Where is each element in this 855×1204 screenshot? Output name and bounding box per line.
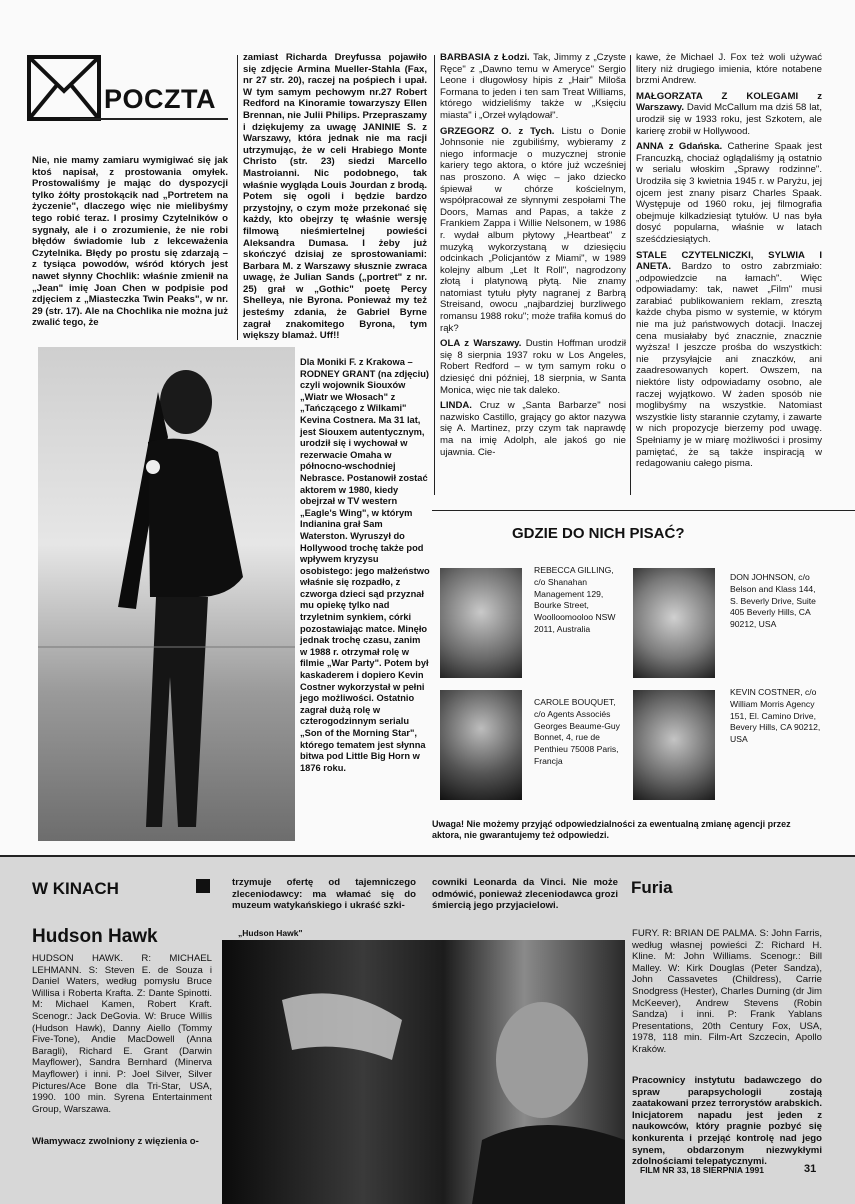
contacts-note: Uwaga! Nie możemy przyjąć odpowiedzialności za ewentualną zmianę agencji przez aktora, nie gwarantujemy też odpowiedzi. xyxy=(432,819,791,840)
divider xyxy=(432,510,855,511)
rebecca-gilling-photo xyxy=(440,568,522,678)
don-johnson-photo xyxy=(633,568,715,678)
hudson-hawk-photo xyxy=(222,940,625,1204)
section-title: POCZTA xyxy=(104,84,216,114)
divider xyxy=(70,118,228,120)
kevin-costner-photo xyxy=(633,690,715,800)
issue-info: FILM NR 33, 18 SIERPNIA 1991 xyxy=(640,1165,764,1175)
letter-item: BARBASIA z Łodzi. Tak, Jimmy z „Czyste Ręce" z „Dawno temu w Ameryce" Sergio Leone i długowłosy hipis z „Hair" Miloša Formana to jeden i ten sam Treat Williams, którego widzieliśmy także w „Księciu miasta" i „Orzeł wylądował". xyxy=(440,52,626,121)
contacts-title: GDZIE DO NICH PISAĆ? xyxy=(512,525,685,542)
page-number: 31 xyxy=(804,1163,817,1175)
letter-item: kawe, że Michael J. Fox też woli używać litery niż drugiego imienia, które notabene brzmi Andrew. xyxy=(636,52,822,87)
fury-lead: Pracownicy instytutu badawczego do spraw parapsychologii zostają zaatakowani przez terrorystów arabskich. Inicjatorem napadu jest jeden z naukowców, który pragnie pozbyć się konkurenta i przejąć kontrolę nad jego synem, obdarzonym niezwykłymi zdolnościami telepatycznymi. xyxy=(632,1075,822,1168)
letters-column-2 xyxy=(636,52,822,474)
corrections-text: zamiast Richarda Dreyfussa pojawiło się zdjęcie Armina Mueller-Stahla (Fax, nr 27 str. 20), raczej na pośpiech i upał. W tym samym pechowym nr.27 Robert Redford na Kinoramie towarzyszy Ellen Brennan, nie Julii Philips. Przepraszamy i dziękujemy za uwagę JANINIE S. z Warszawy, która jednak nie ma racji utrzymując, że w celi Hrabiego Monte Christo (str. 23) siedzi Marcello Mastroianni. Nic podobnego, tak właśnie wygląda Louis Jourdan z brodą. Potem się ogoli i będzie bardzo przystojny, o czym może przekonać się każdy, kto obejrzy tę właśnie wersję filmową nieśmiertelnej powieści Aleksandra Dumasa. I żeby już skończyć dzisiaj ze sprostowaniami: Barbara M. z Warszawy słusznie zwraca uwagę, że Julian Sands („portret" z nr. 25) grał w „Gothic" poetę Percy Shelleya, nie Byrona. Ponieważ my też jesteśmy zdania, że Gabriel Byrne zagrał znakomitego Byrona, tym większy blamaż. Uff!! xyxy=(243,52,427,342)
hudson-hawk-title: Hudson Hawk xyxy=(32,926,158,947)
intro-text: Nie, nie mamy zamiaru wymigiwać się jak ktoś napisał, z prostowania omyłek. Prostowaliśmy je mając do dyspozycji tylko żółty prostokącik nad „Portretem na życzenie", dlaczego więc nie mielibyśmy tego robić teraz. I prosimy Czytelników o sygnały, ale i o zrozumienie, że nie robi błędów świadomie lub z lekceważenia Czytelnika. Błędy po prostu się zdarzają – z tysiąca powodów, wśród których jest nawet słynny Chochlik: właśnie zmienił na „Jean" imię Joan Chen w podpisie pod zdjęciem z „Miasteczka Twin Peaks", w nr. 29 (str. 17). Ale na Chochlika nie można już zwalić tego, że xyxy=(32,155,228,329)
letters-column-1 xyxy=(440,52,626,462)
contact-don-johnson: DON JOHNSON, c/o Belson and Klass 144, S. Beverly Drive, Suite 405 Beverly Hills, CA 90212, USA xyxy=(730,572,816,630)
divider xyxy=(0,855,855,857)
hudson-hawk-photo-caption: „Hudson Hawk" xyxy=(238,928,303,938)
hudson-hawk-lead-part2: trzymuje ofertę od tajemniczego zleceniodawcy: ma włamać się do muzeum watykańskiego i ukraść szki- xyxy=(232,877,416,912)
hudson-hawk-lead-part3: cowniki Leonarda da Vinci. Nie może odmówić, ponieważ zleceniodawca grozi śmiercią jego przyjacielowi. xyxy=(432,877,618,912)
rodney-grant-caption: Dla Moniki F. z Krakowa – RODNEY GRANT (na zdjęciu) czyli wojownik Siouxów „Wiatr we Włosach" z „Tańczącego z Wilkami" Kevina Costnera. Ma 31 lat, jest Siouxem autentycznym, urodził się i wychował w rezerwacie Omaha w północno-wschodniej Nebrasce. Postanowił zostać aktorem w 1980, kiedy obejrzał w TV western „Eagle's Wing", w którym Indianina grał Sam Waterston. Wyruszył do Hollywood trochę także pod wpływem kryzysu osobistego: jego małżeństwo właśnie się rozpadło, z czworga dzieci sąd przyznał mu opiekę tylko nad trzyletnim synkiem, córki pozostawiając matce. Minęło jednak trochę czasu, zanim w 1988 r. otrzymał rolę w filmie „War Party". Potem był kaskaderem i dopiero Kevin Costner wykorzystał w pełni jego możliwości. Ostatnio zagrał dużą rolę w czterogodzinnym serialu „Son of the Morning Star", którego tematem jest słynna bitwa pod Little Big Horn w 1876 roku. xyxy=(300,357,430,773)
letter-item: MAŁGORZATA Z KOLEGAMI z Warszawy. David McCallum ma dziś 58 lat, urodził się w 1933 roku, jest Szkotem, ale karierę zrobił w Hollywood. xyxy=(636,90,822,137)
letter-item: OLA z Warszawy. Dustin Hoffman urodził się 8 sierpnia 1937 roku w Los Angeles, Robert Redford – w tym samym roku o dziesięć dni później, 18 sierpnia, w Santa Monica, więc nie tak daleko. xyxy=(440,338,626,396)
letter-item: GRZEGORZ O. z Tych. Listu o Donie Johnsonie nie zgubiliśmy, wybieramy z niego informacje o muzycznej stronie kariery tego aktora, o które już wcześniej nas proszono. A więc – jako dziecko śpiewał w chórze kościelnym, współpracował ze słynnymi zespołami The Doors, Mamas and Papas, a także z Frankiem Zappa i Willie Nelsonem, w 1986 r. wydał album płytowy „Heartbeat" z muzyką wykorzystaną w dziesięciu odcinkach „Policjantów z Miami", w 1989 kolejny album „Let It Roll", nagrodzony złotą i platynową płytą. Nie znamy natomiast tytułu płyty nagranej z Barbrą Streisand, owocu „najbardziej burzliwego romansu 1988 roku"; może trafiła komuś do rąk? xyxy=(440,125,626,334)
divider xyxy=(630,55,631,495)
in-cinemas-heading: W KINACH xyxy=(32,879,119,898)
letter-item: LINDA. Cruz w „Santa Barbarze" nosi nazwisko Castillo, grający go aktor nazywa się A. Martinez, przy czym tak naprawdę ma na imię Adolph, ale jakoś go nie ujawnia. Cie- xyxy=(440,400,626,458)
divider xyxy=(434,55,435,495)
divider xyxy=(237,55,238,340)
rodney-grant-photo xyxy=(38,347,295,841)
letter-item: ANNA z Gdańska. Catherine Spaak jest Francuzką, chociaż oglądaliśmy ją ostatnio w serialu włoskim „Sprawy rodzinne". Urodziła się 3 kwietnia 1945 r. w Paryżu, jej ojcem jest znany pisarz Charles Spaak. Występuje od 1960 roku, jej filmografia obejmuje kilkadziesiąt tytułów. U nas była dosyć popularna, właśnie w latach sześćdziesiątych. xyxy=(636,141,822,245)
contact-rebecca-gilling: REBECCA GILLING, c/o Shanahan Management 129, Bourke Street, Woolloomooloo NSW 2011, Australia xyxy=(534,565,616,634)
fury-credits: FURY. R: BRIAN DE PALMA. S: John Farris, według własnej powieści Z: Richard H. Kline. M: John Williams. Scenogr.: Bill Malley. W: Kirk Douglas (Peter Sandza), John Cassavetes (Childress), Carrie Snodgress (Hester), Charles Durning (dr Jim McKeever), Andrew Stevens (Robin Sandza) i inni. P: Frank Yablans Presentations, 20th Century Fox, USA, 1978, 118 min. Film-Art Szczecin, Apollo Kraków. xyxy=(632,928,822,1055)
contact-kevin-costner: KEVIN COSTNER, c/o William Morris Agency 151, El. Camino Drive, Bevery Hills, CA 90212, USA xyxy=(730,687,821,745)
hudson-hawk-credits: HUDSON HAWK. R: MICHAEL LEHMANN. S: Steven E. de Souza i Daniel Waters, według pomysłu Bruce Willisa i Roberta Krafta. Z: Dante Spinotti. M: Michael Kamen, Robert Kraft. Scenogr.: Jack DeGovia. W: Bruce Willis (Hudson Hawk), Danny Aiello (Tommy Five-Tone), Andie MacDowell (Anna Baragli), Richard E. Grant (Darwin Mayflower), Sandra Bernhard (Minerva Mayflower) i inni. P: Joel Silver, Silver Pictures/Ace Bone dla Tri-Star, USA, 1990. 100 min. Syrena Entertainment Group, Warszawa. xyxy=(32,953,212,1115)
hudson-hawk-lead-part1: Włamywacz zwolniony z więzienia o- xyxy=(32,1136,199,1147)
square-icon xyxy=(196,879,210,893)
fury-title: Furia xyxy=(631,878,673,897)
carole-bouquet-photo xyxy=(440,690,522,800)
letter-item: STALE CZYTELNICZKI, SYLWIA I ANETA. Bardzo to ostro zabrzmiało: „odpowiedzcie na łamach". Więc odpowiadamy: tak, nawet „Film" musi zarabiać publikowaniem reklam, zresztą każde chyba pismo w systemie, w którym nie ma już państwowych dotacji. Inaczej cena musiałaby być znacznie, znacznie wyższa! I jeszcze prośba do wszystkich: nie przysyłajcie ani znaczków, ani zaadresowanych kopert. Owszem, na niektóre listy odpowiadamy osobno, ale raczej wyjątkowo. W żaden sposób nie moglibyśmy na wszystkie. Natomiast wszystkie listy starannie czytamy, i zawarte w nich propozycje bierzemy pod uwagę. Spełniamy je w miarę możliwości i prosimy pamiętać, że są także inspiracją w redagowaniu całego pisma. xyxy=(636,249,822,470)
contact-carole-bouquet: CAROLE BOUQUET, c/o Agents Associés Georges Beaume-Guy Bonnet, 4, rue de Penthieu 75008 Paris, Francja xyxy=(534,697,620,766)
